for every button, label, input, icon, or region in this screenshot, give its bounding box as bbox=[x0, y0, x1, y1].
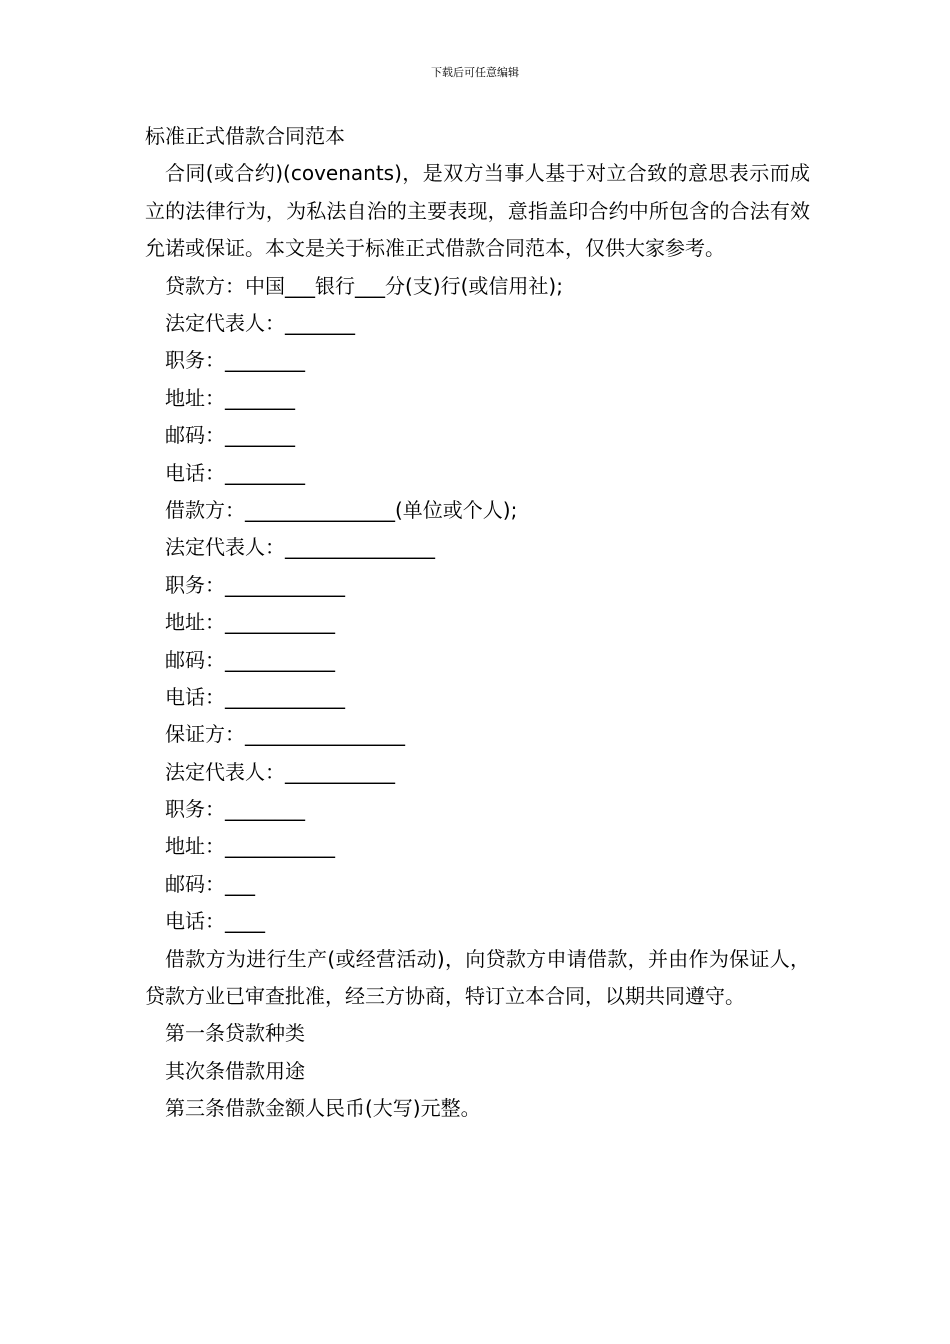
page-header-note: 下载后可任意编辑 bbox=[431, 66, 519, 79]
intro-paragraph: 合同(或合约)(covenants)，是双方当事人基于对立合致的意思表示而成立的法律行为，为私法自治的主要表现，意指盖印合约中所包含的合法有效允诺或保证。本文是关于标准正式借款合同范本，仅供大家参考。 bbox=[145, 161, 810, 261]
lender-postcode: 邮码：_______ bbox=[165, 423, 295, 448]
guarantor-phone: 电话：____ bbox=[165, 909, 265, 934]
borrower-position: 职务：____________ bbox=[165, 572, 345, 597]
document-title: 标准正式借款合同范本 bbox=[145, 124, 345, 148]
article-1: 第一条贷款种类 bbox=[165, 1021, 305, 1046]
article-3: 第三条借款金额人民币(大写)元整。 bbox=[165, 1096, 481, 1121]
guarantor-line: 保证方：________________ bbox=[165, 722, 405, 747]
guarantor-representative: 法定代表人：___________ bbox=[165, 759, 395, 784]
borrower-representative: 法定代表人：_______________ bbox=[165, 535, 435, 560]
borrower-line: 借款方：_______________(单位或个人); bbox=[165, 497, 518, 522]
lender-position: 职务：________ bbox=[165, 348, 305, 373]
borrower-postcode: 邮码：___________ bbox=[165, 647, 335, 672]
document-body bbox=[145, 118, 810, 1128]
lender-representative: 法定代表人：_______ bbox=[165, 311, 355, 335]
lender-phone: 电话：________ bbox=[165, 460, 305, 485]
lender-line: 贷款方：中国___银行___分(支)行(或信用社); bbox=[165, 273, 563, 298]
guarantor-position: 职务：________ bbox=[165, 797, 305, 822]
borrower-address: 地址：___________ bbox=[165, 610, 335, 635]
preamble-paragraph: 借款方为进行生产(或经营活动)，向贷款方申请借款，并由作为保证人，贷款方业已审查批准，经三方协商，特订立本合同，以期共同遵守。 bbox=[145, 946, 810, 1009]
borrower-phone: 电话：____________ bbox=[165, 684, 345, 709]
lender-address: 地址：_______ bbox=[165, 385, 295, 410]
guarantor-postcode: 邮码：___ bbox=[165, 871, 255, 896]
article-2: 其次条借款用途 bbox=[165, 1058, 305, 1083]
guarantor-address: 地址：___________ bbox=[165, 834, 335, 859]
